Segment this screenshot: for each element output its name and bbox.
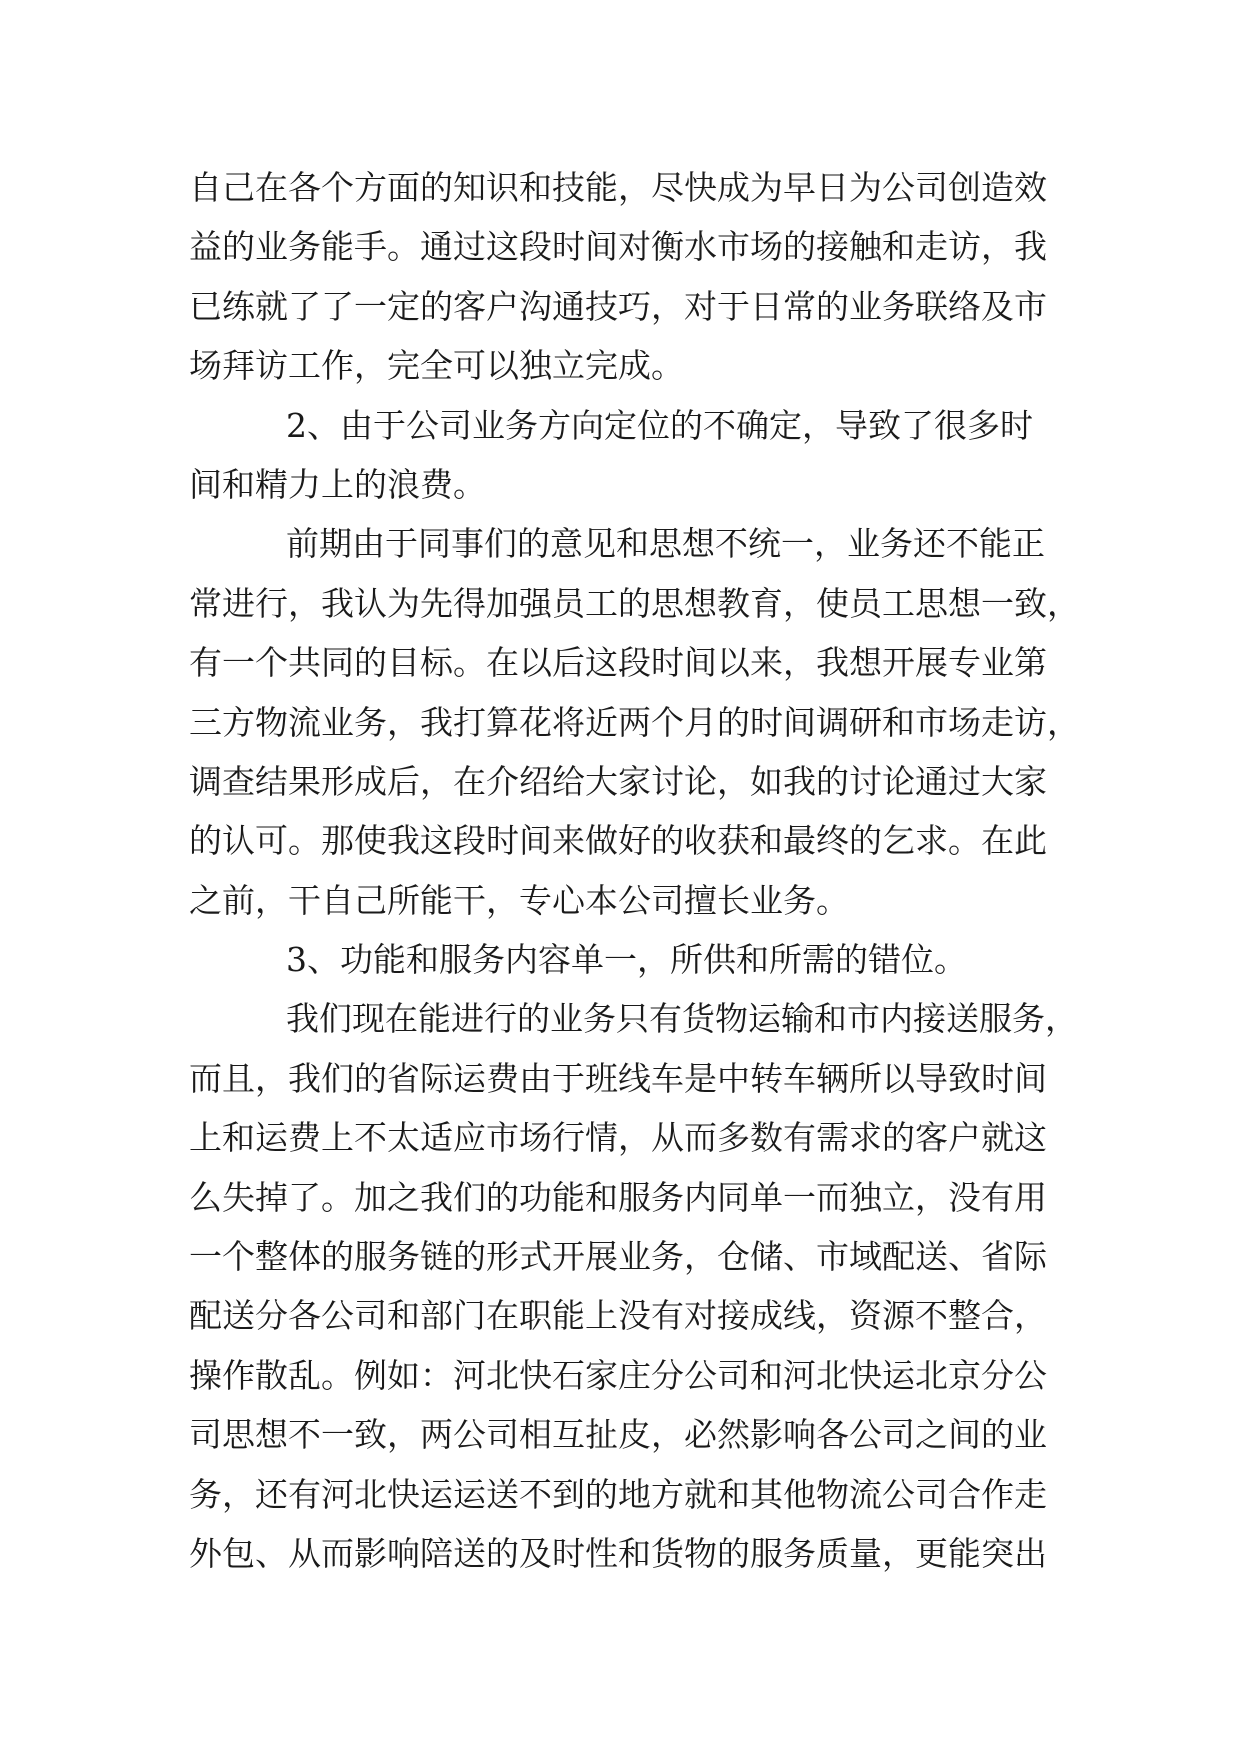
text-line: 么失掉了。加之我们的功能和服务内同单一而独立，没有用 — [189, 1177, 1047, 1217]
text-line: 三方物流业务，我打算花将近两个月的时间调研和市场走访， — [189, 702, 1080, 742]
text-line: 自己在各个方面的知识和技能，尽快成为早日为公司创造效 — [189, 168, 1047, 207]
document-body — [189, 158, 1080, 1583]
text-line: 前期由于同事们的意见和思想不统一，业务还不能正 — [286, 524, 1045, 564]
text-line: 操作散乱。例如：河北快石家庄分公司和河北快运北京分公 — [189, 1355, 1047, 1395]
text-line: 司思想不一致，两公司相互扯皮，必然影响各公司之间的业 — [189, 1415, 1047, 1455]
text-line: 之前，干自己所能干，专心本公司擅长业务。 — [189, 880, 849, 920]
text-line: 而且，我们的省际运费由于班线车是中转车辆所以导致时间 — [189, 1058, 1047, 1098]
text-line: 配送分各公司和部门在职能上没有对接成线，资源不整合， — [189, 1296, 1047, 1336]
text-line: 有一个共同的目标。在以后这段时间以来，我想开展专业第 — [189, 643, 1047, 683]
text-line: 3、功能和服务内容单一，所供和所需的错位。 — [286, 940, 967, 980]
text-line: 上和运费上不太适应市场行情，从而多数有需求的客户就这 — [189, 1118, 1047, 1158]
text-line: 外包、从而影响陪送的及时性和货物的服务质量，更能突出 — [189, 1533, 1047, 1573]
text-line: 2、由于公司业务方向定位的不确定，导致了很多时 — [286, 405, 1033, 445]
text-line: 场拜访工作，完全可以独立完成。 — [189, 346, 684, 386]
text-line: 一个整体的服务链的形式开展业务，仓储、市域配送、省际 — [189, 1237, 1047, 1277]
text-line: 调查结果形成后，在介绍给大家讨论，如我的讨论通过大家 — [189, 761, 1047, 801]
text-line: 我们现在能进行的业务只有货物运输和市内接送服务， — [286, 999, 1078, 1039]
text-line: 务，还有河北快运运送不到的地方就和其他物流公司合作走 — [189, 1474, 1047, 1514]
text-line: 常进行，我认为先得加强员工的思想教育，使员工思想一致， — [189, 583, 1080, 623]
text-line: 已练就了了一定的客户沟通技巧，对于日常的业务联络及市 — [189, 286, 1047, 326]
text-line: 益的业务能手。通过这段时间对衡水市场的接触和走访，我 — [189, 227, 1047, 267]
text-line: 的认可。那使我这段时间来做好的收获和最终的乞求。在此 — [189, 821, 1047, 861]
text-line: 间和精力上的浪费。 — [189, 464, 486, 504]
